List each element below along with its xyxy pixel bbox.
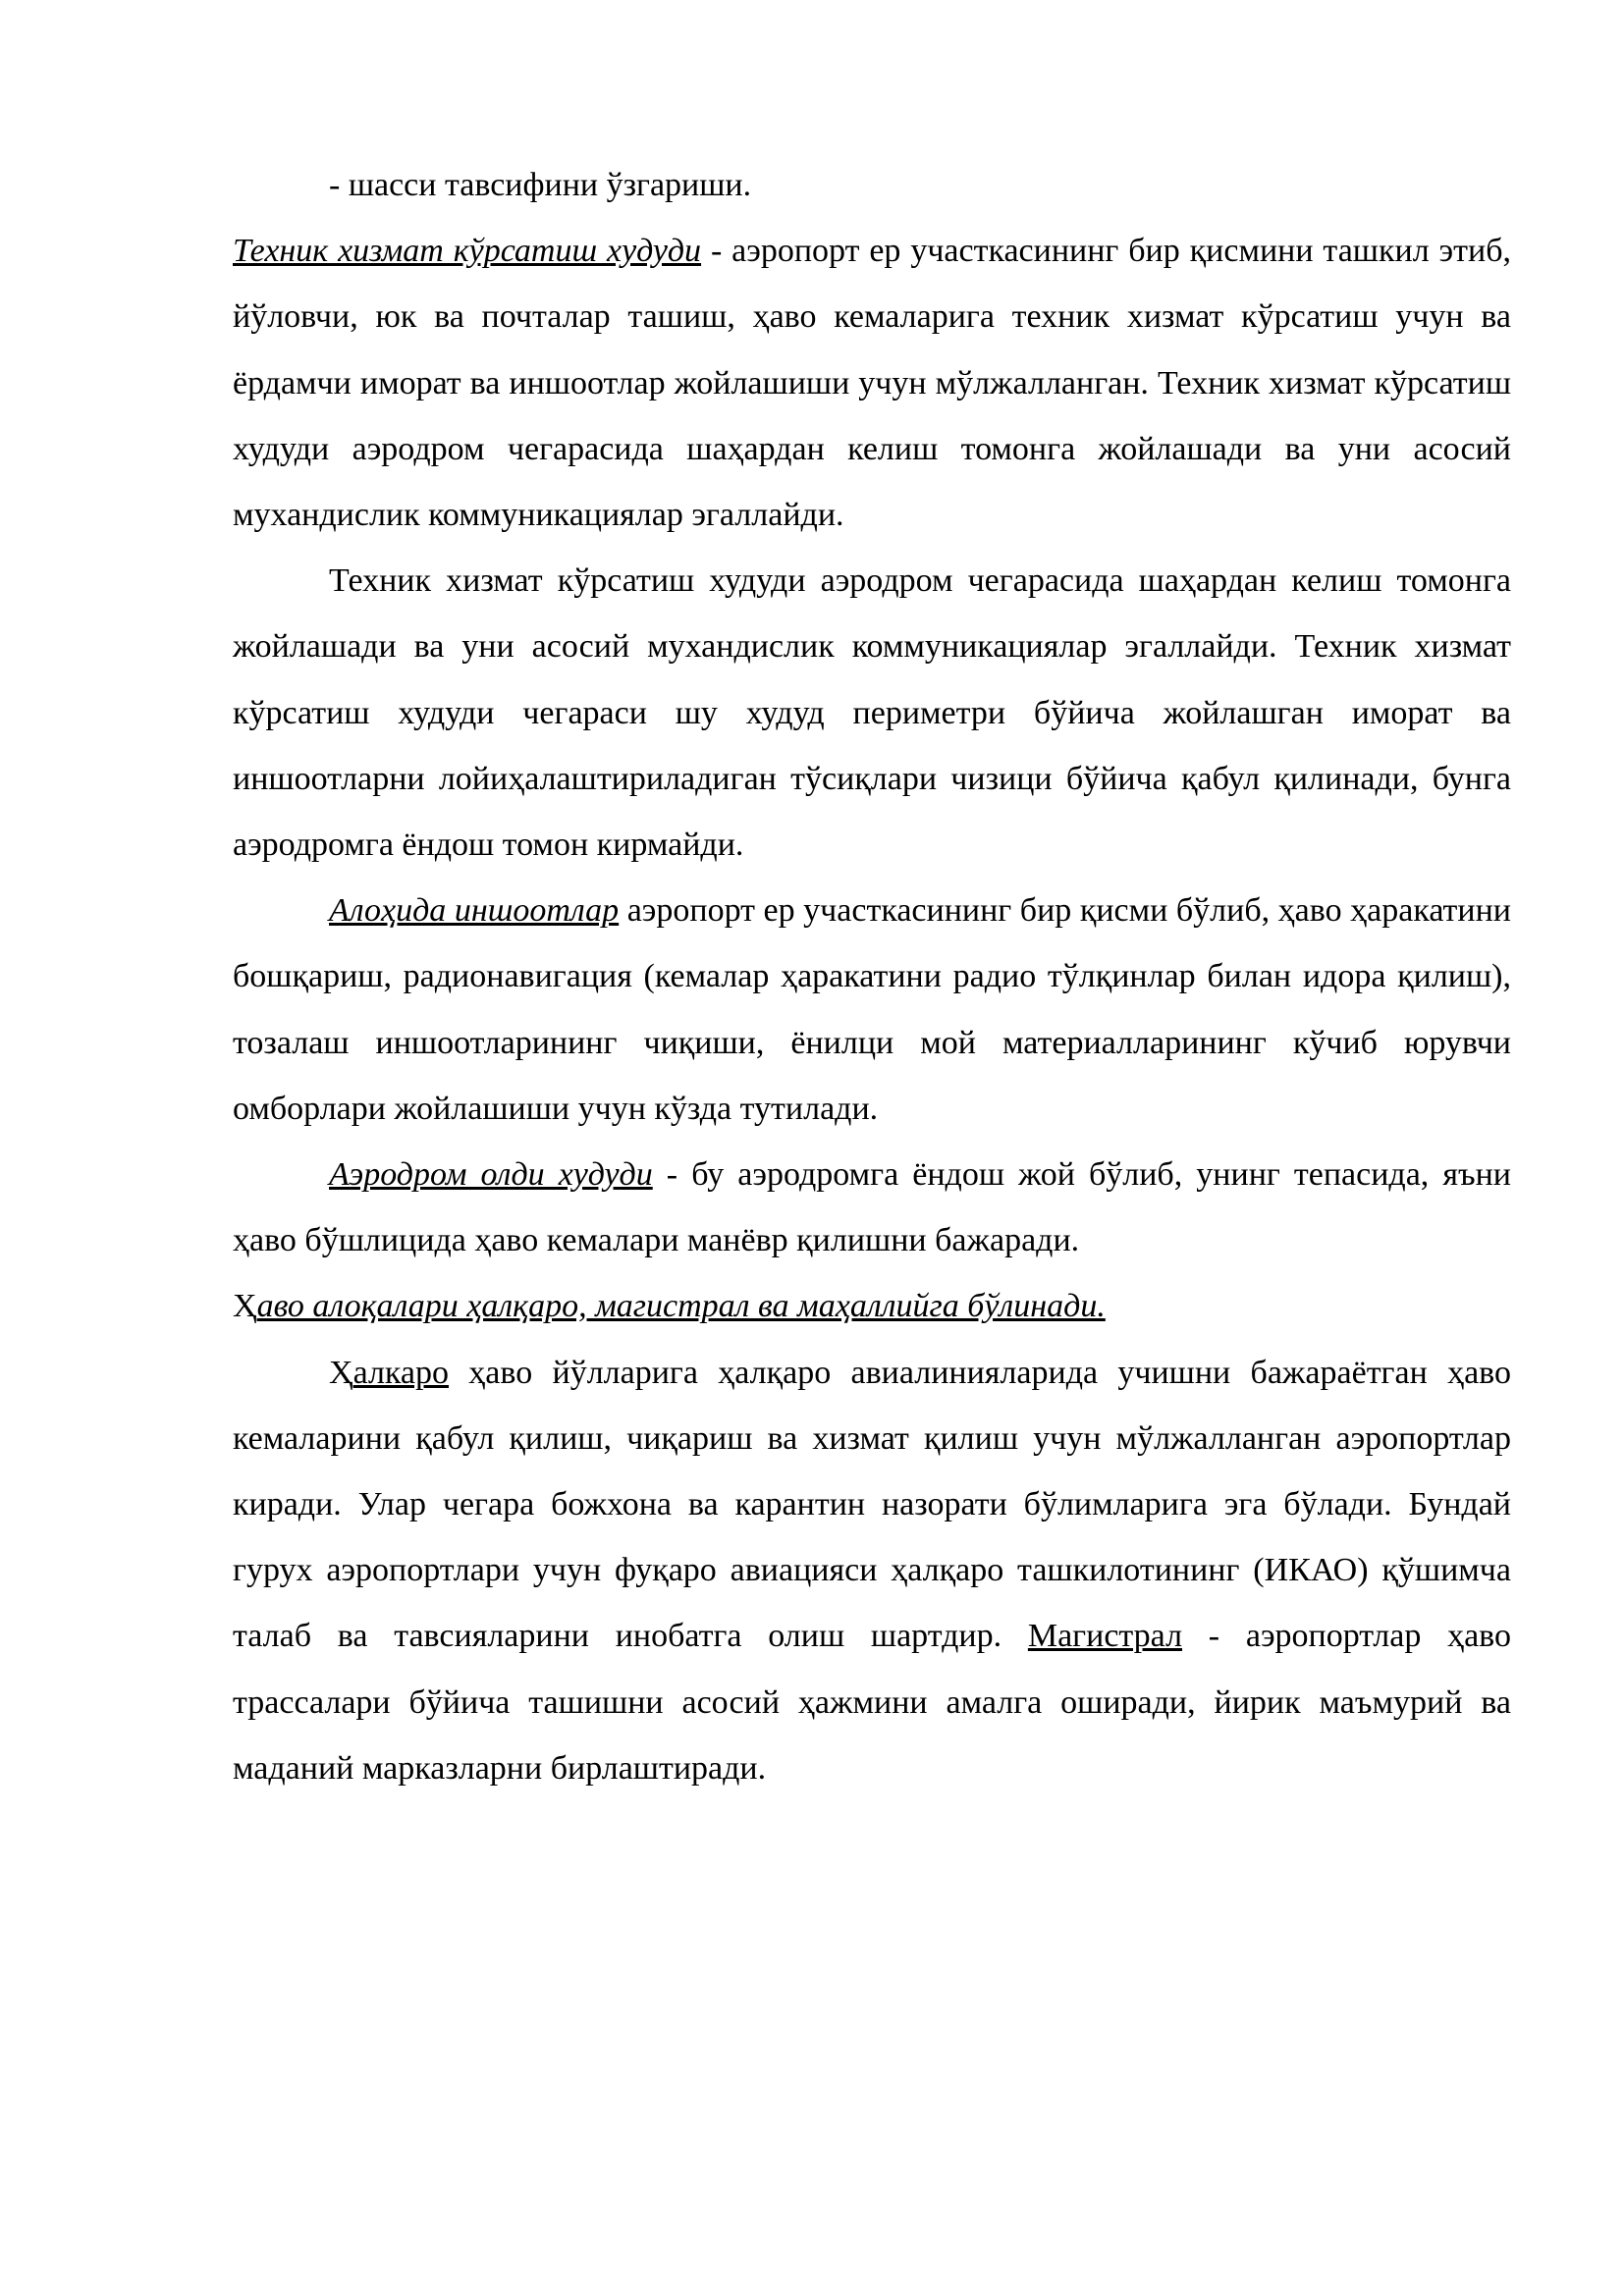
paragraph-text: аэропорт ер участкасининг бир қисми бўлиб, ҳаво ҳаракатини бошқариш, радионавигация (кемалар ҳаракатини радио тўлқинлар билан идора қилиш), тозалаш иншоотларининг чиқиши, ёнилци мой материалларининг кўчиб юрувчи омборлари жойлашиши учун кўзда тутилади. xyxy=(233,892,1511,1127)
paragraph-text: - аэропорт ер участкасининг бир қисмини ташкил этиб, йўловчи, юк ва почталар ташиш, ҳаво кемаларига техник хизмат кўрсатиш учун ва ёрдамчи иморат ва иншоотлар жойлашиши учун мўлжалланган. Техник хизмат кўрсатиш худуди аэродром чегарасида шаҳардан келиш томонга жойлашади ва уни асосий мухандислик коммуникациялар эгаллайди. xyxy=(233,233,1511,534)
term-aerodrome-approach-area: Аэродром олди худуди xyxy=(329,1156,653,1194)
heading-lead-letter: Ҳ xyxy=(233,1288,257,1325)
paragraph-separate-facilities xyxy=(233,878,1511,1142)
paragraph-technical-service-boundary xyxy=(233,548,1511,878)
heading-text: аво алоқалари ҳалқаро, магистрал ва маҳаллийга бўлинади. xyxy=(256,1288,1106,1325)
paragraph-text: - бу аэродромга ёндош жой бўлиб, унинг тепасида, яъни ҳаво бўшлицида ҳаво кемалари манёвр қилишни бажаради. xyxy=(233,1156,1511,1259)
paragraph-text: ҳаво йўлларига ҳалқаро авиалинияларида учишни бажараётган ҳаво кемаларини қабул қилиш, чиқариш ва хизмат қилиш учун мўлжалланган аэропортлар киради. Улар чегара божхона ва карантин назорати бўлимларига эга бўлади. Бундай гурух аэропортлари учун фуқаро авиацияси ҳалқаро ташкилотининг (ИКАО) қўшимча талаб ва тавсияларини инобатга олиш шартдир. xyxy=(233,1354,1511,1655)
term-separate-facilities: Алоҳида иншоотлар xyxy=(329,892,620,930)
paragraph-aerodrome-approach-area xyxy=(233,1142,1511,1273)
paragraph-technical-service-area xyxy=(233,218,1511,548)
term-technical-service-area: Техник хизмат кўрсатиш худуди xyxy=(233,233,702,270)
term-trunk: Магистрал xyxy=(1027,1618,1183,1655)
term-lead-letter: Ҳ xyxy=(329,1354,353,1391)
document-body xyxy=(233,152,1511,1801)
paragraph-international-trunk xyxy=(233,1340,1511,1801)
section-heading-air-links xyxy=(233,1273,1511,1339)
paragraph-chassis xyxy=(233,152,1511,218)
paragraph-text: - шасси тавсифини ўзгариши. xyxy=(329,167,752,203)
term-international: алкаро xyxy=(352,1354,450,1391)
paragraph-text-2: - аэропортлар ҳаво трассалари бўйича ташишни асосий ҳажмини амалга оширади, йирик маъмурий ва маданий марказларни бирлаштиради. xyxy=(233,1618,1512,1787)
paragraph-text: Техник хизмат кўрсатиш худуди аэродром чегарасида шаҳардан келиш томонга жойлашади ва уни асосий мухандислик коммуникациялар эгаллайди. Техник хизмат кўрсатиш худуди чегараси шу худуд периметри бўйича жойлашган иморат ва иншоотларни лойиҳалаштириладиган тўсиқлари чизици бўйича қабул қилинади, бунга аэродромга ёндош томон кирмайди. xyxy=(233,562,1511,864)
